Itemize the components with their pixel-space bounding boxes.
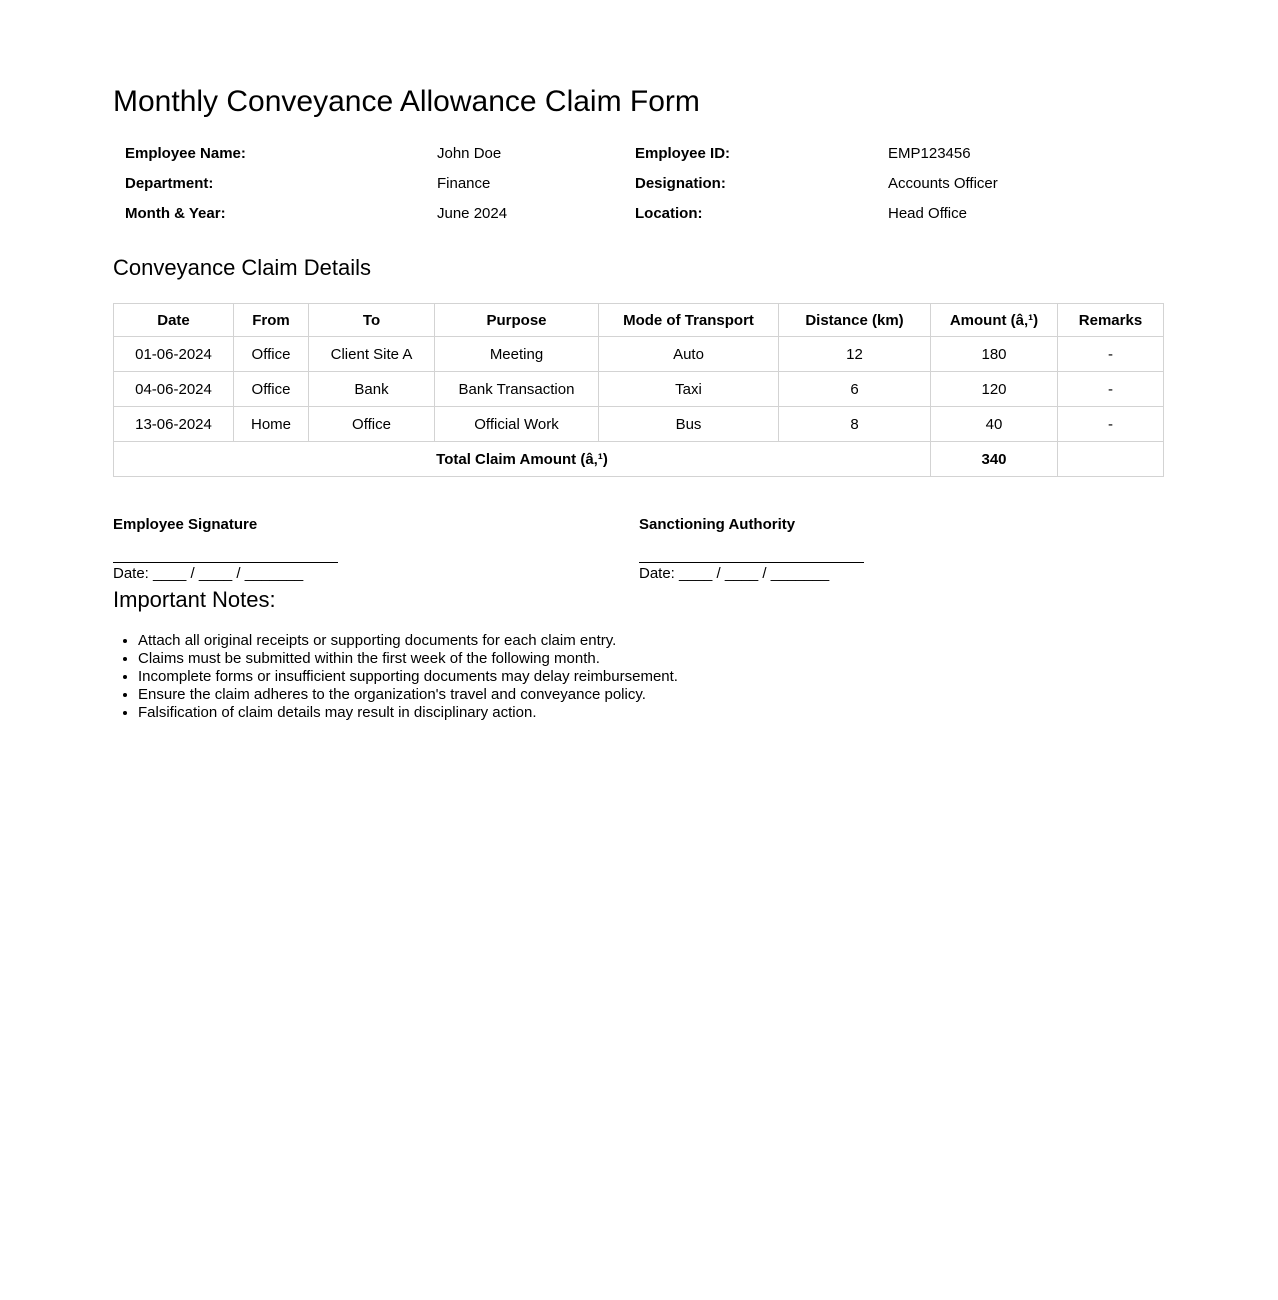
cell-from: Home [234,407,309,442]
sanctioning-authority-label: Sanctioning Authority [639,516,796,533]
total-claim-value: 340 [931,442,1058,477]
cell-distance: 8 [779,407,931,442]
employee-signature-block [113,516,639,583]
designation-value: Accounts Officer [888,175,998,192]
month-year-label: Month & Year: [125,205,226,222]
cell-from: Office [234,372,309,407]
table-row [114,407,1164,442]
note-item: • Claims must be submitted within the first week of the following month. [138,650,1165,668]
cell-date: 13-06-2024 [114,407,234,442]
cell-to: Bank [309,372,435,407]
cell-mode: Bus [599,407,779,442]
designation-label: Designation: [635,175,726,192]
col-header-remarks: Remarks [1058,304,1164,337]
total-remarks-empty-cell [1058,442,1164,477]
month-year-value: June 2024 [437,205,508,222]
cell-purpose: Bank Transaction [435,372,599,407]
location-label: Location: [635,205,703,222]
cell-amount: 180 [931,337,1058,372]
cell-date: 04-06-2024 [114,372,234,407]
sanctioning-authority-date-line: Date: ____ / ____ / _______ [639,565,830,582]
cell-distance: 6 [779,372,931,407]
col-header-to: To [309,304,435,337]
cell-remarks: - [1058,337,1164,372]
note-item: • Ensure the claim adheres to the organization's travel and conveyance policy. [138,686,1165,704]
col-header-amount: Amount (â‚¹) [931,304,1058,337]
cell-date: 01-06-2024 [114,337,234,372]
important-notes-heading: Important Notes: [113,587,276,612]
page-title: Monthly Conveyance Allowance Claim Form [113,85,700,118]
col-header-purpose: Purpose [435,304,599,337]
employee-name-label: Employee Name: [125,145,246,162]
cell-distance: 12 [779,337,931,372]
cell-to: Client Site A [309,337,435,372]
col-header-date: Date [114,304,234,337]
cell-to: Office [309,407,435,442]
employee-id-value: EMP123456 [888,145,971,162]
signature-section [113,516,1165,583]
col-header-distance: Distance (km) [779,304,931,337]
note-item: • Falsification of claim details may result in disciplinary action. [138,704,1165,722]
cell-purpose: Meeting [435,337,599,372]
cell-amount: 40 [931,407,1058,442]
employee-id-label: Employee ID: [635,145,731,162]
col-header-mode: Mode of Transport [599,304,779,337]
sanctioning-authority-line [639,534,864,563]
col-header-from: From [234,304,309,337]
department-value: Finance [437,175,491,192]
department-label: Department: [125,175,214,192]
important-notes-list [113,632,1165,722]
cell-amount: 120 [931,372,1058,407]
table-header-row [114,304,1164,337]
cell-purpose: Official Work [435,407,599,442]
employee-name-value: John Doe [437,145,502,162]
note-item: • Attach all original receipts or supporting documents for each claim entry. [138,632,1165,650]
employee-signature-line [113,534,338,563]
table-row [114,337,1164,372]
employee-signature-date-line: Date: ____ / ____ / _______ [113,565,304,582]
claim-details-heading: Conveyance Claim Details [113,255,371,280]
note-item: • Incomplete forms or insufficient supporting documents may delay reimbursement. [138,668,1165,686]
total-claim-label: Total Claim Amount (â‚¹) [114,442,931,477]
cell-remarks: - [1058,407,1164,442]
claim-details-table [113,303,1164,477]
table-row [114,372,1164,407]
cell-remarks: - [1058,372,1164,407]
cell-mode: Auto [599,337,779,372]
location-value: Head Office [888,205,967,222]
table-total-row [114,442,1164,477]
cell-from: Office [234,337,309,372]
sanctioning-authority-block [639,516,1165,583]
cell-mode: Taxi [599,372,779,407]
employee-info-grid [113,145,1165,223]
employee-signature-label: Employee Signature [113,516,258,533]
